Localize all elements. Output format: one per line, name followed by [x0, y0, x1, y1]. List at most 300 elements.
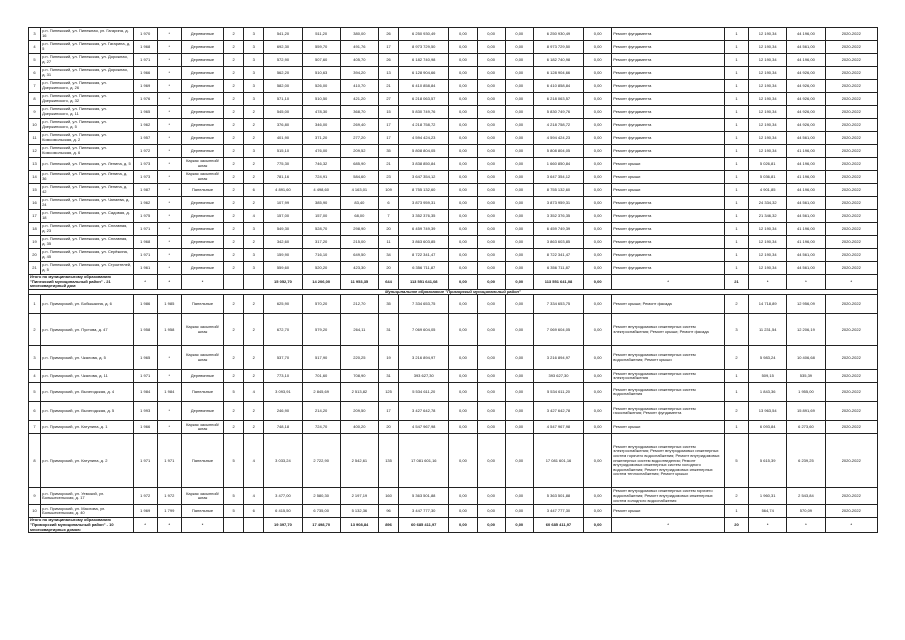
total-area-residential: 17 498,70 [302, 518, 340, 533]
total-cell: * [157, 518, 181, 533]
row-fund-local: 0,00 [505, 223, 533, 236]
row-fund-regional: 0,00 [477, 93, 505, 106]
row-number: 4 [29, 370, 41, 383]
row-number: 7 [29, 421, 41, 434]
row-fund-owners: 3 873 959,31 [533, 197, 583, 210]
row-cost-total: 3 647 354,12 [399, 171, 449, 184]
row-area-residential: 6 735,00 [302, 505, 340, 518]
row-cost-total: 6 410 858,84 [399, 80, 449, 93]
row-work-type: Ремонт фундамента [612, 197, 725, 210]
register-table-sheet [28, 27, 878, 533]
row-category: 1 [724, 249, 748, 262]
row-year-overhaul: * [157, 171, 181, 184]
row-category: 1 [724, 505, 748, 518]
row-year-built: 1 972 [133, 488, 157, 505]
row-wall-material: Деревянные [181, 370, 223, 383]
row-wall-material: Деревянные [181, 262, 223, 275]
row-area-residential: 157,00 [302, 210, 340, 223]
row-area-living: 405,70 [340, 54, 378, 67]
total-cell: * [181, 275, 223, 290]
row-fund-local: 0,00 [505, 370, 533, 383]
row-year-built: 1 965 [133, 346, 157, 370]
row-area-total: 625,90 [264, 295, 302, 314]
row-period: 2020-2022 [825, 54, 877, 67]
row-wall-material: Панельные [181, 295, 223, 314]
row-residents: 96 [378, 505, 398, 518]
total-fund-owners: 113 551 641,08 [533, 275, 583, 290]
row-cost-max: 44 926,00 [787, 106, 825, 119]
row-work-type: Ремонт фундамента [612, 119, 725, 132]
row-residents: 19 [378, 346, 398, 370]
total-fund-owners: 60 685 411,97 [533, 518, 583, 533]
row-fund-regional: 0,00 [477, 67, 505, 80]
row-entrances: 2 [244, 171, 264, 184]
row-fund-federal: 0,00 [449, 41, 477, 54]
row-fund-local: 0,00 [505, 145, 533, 158]
row-fund-other: 0,00 [584, 41, 612, 54]
district-one-rows [29, 28, 878, 275]
row-year-built: 1 976 [133, 93, 157, 106]
row-year-overhaul: * [157, 28, 181, 41]
row-area-total: 571,10 [264, 93, 302, 106]
row-year-overhaul: * [157, 370, 181, 383]
row-area-residential: 559,70 [302, 41, 340, 54]
row-area-living: 400,20 [340, 421, 378, 434]
row-floors: 2 [224, 249, 244, 262]
row-cost-total: 6 250 930,49 [399, 28, 449, 41]
row-address: р.п. Пинежский, ул. Пинежская, ул. Дзержинского, д. 32 [41, 93, 134, 106]
row-wall-material: Деревянные [181, 210, 223, 223]
district-two-rows [29, 295, 878, 518]
row-wall-material: Каркас засыпной/шлак [181, 346, 223, 370]
row-cost-unit: 12 190,34 [749, 80, 787, 93]
row-fund-federal: 0,00 [449, 67, 477, 80]
row-floors: 2 [224, 295, 244, 314]
row-area-residential: 579,20 [302, 314, 340, 346]
row-residents: 35 [378, 145, 398, 158]
row-cost-unit: 12 190,34 [749, 67, 787, 80]
row-fund-federal: 0,00 [449, 54, 477, 67]
row-address: р.п. Приморский, ул. Пустова, д. 47 [41, 314, 134, 346]
total-area-living: 13 908,84 [340, 518, 378, 533]
row-number: 8 [29, 93, 41, 106]
row-cost-unit: 13 963,54 [749, 402, 787, 421]
row-number: 10 [29, 505, 41, 518]
row-year-overhaul: * [157, 262, 181, 275]
row-fund-regional: 0,00 [477, 28, 505, 41]
row-area-total: 692,30 [264, 41, 302, 54]
row-area-living: 209,50 [340, 402, 378, 421]
row-fund-regional: 0,00 [477, 184, 505, 197]
row-number: 4 [29, 41, 41, 54]
row-floors: 2 [224, 67, 244, 80]
row-fund-regional: 0,00 [477, 197, 505, 210]
row-area-residential: 716,10 [302, 249, 340, 262]
row-floors: 2 [224, 158, 244, 171]
table-row [29, 262, 878, 275]
row-entrances: 3 [244, 54, 264, 67]
row-fund-other: 0,00 [584, 145, 612, 158]
row-fund-local: 0,00 [505, 210, 533, 223]
row-area-living: 264,11 [340, 314, 378, 346]
total-cell [224, 518, 244, 533]
row-cost-unit: 12 190,34 [749, 93, 787, 106]
row-fund-federal: 0,00 [449, 402, 477, 421]
row-address: р.п. Пинежский, ул. Пинежская, ул. Комсомольская, д. 2 [41, 132, 134, 145]
row-area-total: 157,00 [264, 210, 302, 223]
row-cost-max: 2 543,84 [787, 488, 825, 505]
row-address: р.п. Пинежский, ул. Пинежская, ул. Дзержинского, д. 26 [41, 80, 134, 93]
row-year-built: 1 968 [133, 236, 157, 249]
row-year-overhaul: * [157, 80, 181, 93]
row-area-living: 685,90 [340, 158, 378, 171]
row-category: 1 [724, 210, 748, 223]
row-fund-federal: 0,00 [449, 119, 477, 132]
total-cell [244, 275, 264, 290]
row-entrances: 2 [244, 402, 264, 421]
row-wall-material: Деревянные [181, 41, 223, 54]
row-work-type: Ремонт фундамента [612, 262, 725, 275]
row-cost-total: 6 218 063,57 [399, 93, 449, 106]
row-number: 5 [29, 383, 41, 402]
row-category: 3 [724, 314, 748, 346]
table-row [29, 402, 878, 421]
row-cost-max: 44 926,00 [787, 80, 825, 93]
row-period: 2020-2022 [825, 223, 877, 236]
row-address: р.п. Пинежский, ул. Пинежская, ул. Комсомольская, д. 6 [41, 145, 134, 158]
row-fund-local: 0,00 [505, 184, 533, 197]
row-fund-local: 0,00 [505, 505, 533, 518]
row-wall-material: Деревянные [181, 223, 223, 236]
row-period: 2020-2022 [825, 106, 877, 119]
row-cost-total: 3 447 777,30 [399, 505, 449, 518]
row-work-type: Ремонт фундамента [612, 210, 725, 223]
total-fund-local: 0,00 [505, 518, 533, 533]
total-period: * [825, 275, 877, 290]
row-fund-regional: 0,00 [477, 402, 505, 421]
row-area-residential: 746,32 [302, 158, 340, 171]
row-work-type: Ремонт внутридомовых инженерных систем электроснабжения; Ремонт крыши; Ремонт фасада [612, 314, 725, 346]
row-entrances: 4 [244, 434, 264, 488]
row-fund-owners: 7 334 653,75 [533, 295, 583, 314]
row-area-living: 220,25 [340, 346, 378, 370]
row-cost-total: 5 363 501,88 [399, 488, 449, 505]
table-row [29, 171, 878, 184]
row-fund-other: 0,00 [584, 262, 612, 275]
row-work-type: Ремонт фундамента [612, 249, 725, 262]
row-area-residential: 317,20 [302, 236, 340, 249]
row-cost-total: 393 627,30 [399, 370, 449, 383]
row-cost-total: 7 069 604,05 [399, 314, 449, 346]
row-fund-other: 0,00 [584, 314, 612, 346]
total-fund-regional: 0,00 [477, 275, 505, 290]
row-fund-federal: 0,00 [449, 171, 477, 184]
row-period: 2020-2022 [825, 41, 877, 54]
row-fund-local: 0,00 [505, 54, 533, 67]
row-fund-other: 0,00 [584, 106, 612, 119]
row-area-residential: 510,50 [302, 93, 340, 106]
row-category: 1 [724, 262, 748, 275]
row-number: 13 [29, 158, 41, 171]
row-fund-regional: 0,00 [477, 370, 505, 383]
row-fund-local: 0,00 [505, 314, 533, 346]
row-cost-total: 8 722 341,47 [399, 249, 449, 262]
row-fund-owners: 3 447 777,30 [533, 505, 583, 518]
row-work-type: Ремонт фундамента [612, 80, 725, 93]
row-floors: 2 [224, 184, 244, 197]
row-fund-regional: 0,00 [477, 505, 505, 518]
row-entrances: 3 [244, 262, 264, 275]
row-wall-material: Каркас засыпной/шлак [181, 171, 223, 184]
row-area-residential: 385,90 [302, 197, 340, 210]
row-residents: 35 [378, 295, 398, 314]
table-row [29, 434, 878, 488]
row-fund-federal: 0,00 [449, 488, 477, 505]
row-cost-max: 44 196,00 [787, 184, 825, 197]
row-cost-total: 6 182 740,98 [399, 54, 449, 67]
row-category: 2 [724, 402, 748, 421]
row-work-type: Ремонт фундамента [612, 28, 725, 41]
row-residents: 21 [378, 158, 398, 171]
row-wall-material: Панельные [181, 434, 223, 488]
row-period: 2020-2022 [825, 488, 877, 505]
row-fund-owners: 6 218 063,57 [533, 93, 583, 106]
row-cost-unit: 6 093,84 [749, 421, 787, 434]
row-cost-max: 44 926,00 [787, 93, 825, 106]
row-fund-regional: 0,00 [477, 295, 505, 314]
row-year-built: 1 969 [133, 80, 157, 93]
row-fund-owners: 3 352 376,35 [533, 210, 583, 223]
row-cost-max: 10 406,68 [787, 346, 825, 370]
district-two-total [29, 518, 878, 533]
row-number: 10 [29, 119, 41, 132]
row-wall-material: Деревянные [181, 145, 223, 158]
row-fund-other: 0,00 [584, 171, 612, 184]
row-cost-unit: 564,74 [749, 505, 787, 518]
row-fund-federal: 0,00 [449, 421, 477, 434]
row-floors: 2 [224, 370, 244, 383]
row-residents: 109 [378, 184, 398, 197]
row-cost-unit: 12 190,34 [749, 132, 787, 145]
row-cost-total: 17 081 601,16 [399, 434, 449, 488]
row-category: 1 [724, 106, 748, 119]
row-entrances: 3 [244, 145, 264, 158]
row-period: 2020-2022 [825, 145, 877, 158]
total-cost-unit: * [749, 518, 787, 533]
row-fund-local: 0,00 [505, 421, 533, 434]
row-area-residential: 2 580,30 [302, 488, 340, 505]
row-fund-regional: 0,00 [477, 80, 505, 93]
row-number: 3 [29, 346, 41, 370]
row-year-overhaul: * [157, 210, 181, 223]
row-year-built: 1 984 [133, 383, 157, 402]
row-category: 1 [724, 28, 748, 41]
row-number: 15 [29, 184, 41, 197]
row-area-living: 215,00 [340, 236, 378, 249]
row-cost-unit: 24 334,32 [749, 197, 787, 210]
row-fund-owners: 5 830 749,76 [533, 106, 583, 119]
row-cost-total: 3 427 642,78 [399, 402, 449, 421]
row-fund-owners: 5 534 611,20 [533, 383, 583, 402]
row-category: 2 [724, 488, 748, 505]
row-area-total: 775,30 [264, 158, 302, 171]
row-year-overhaul: * [157, 346, 181, 370]
row-cost-max: 44 196,00 [787, 54, 825, 67]
row-entrances: 2 [244, 197, 264, 210]
row-fund-owners: 8 755 132,60 [533, 184, 583, 197]
row-cost-unit: 1 960,31 [749, 488, 787, 505]
row-address: р.п. Пинежский, ул. Пинежская, ул. Ленина, д. 42 [41, 184, 134, 197]
row-area-total: 6 415,50 [264, 505, 302, 518]
row-entrances: 2 [244, 370, 264, 383]
row-floors: 2 [224, 223, 244, 236]
row-cost-total: 5 534 611,20 [399, 383, 449, 402]
row-fund-other: 0,00 [584, 236, 612, 249]
total-work: * [612, 518, 725, 533]
row-fund-owners: 6 182 740,98 [533, 54, 583, 67]
row-entrances: 2 [244, 236, 264, 249]
row-residents: 26 [378, 54, 398, 67]
row-category: 1 [724, 171, 748, 184]
row-area-living: 298,90 [340, 223, 378, 236]
row-fund-owners: 393 627,30 [533, 370, 583, 383]
row-address: р.п. Пинежский, ул. Пинежская, ул. Ленина, д. 5 [41, 158, 134, 171]
row-cost-unit: 12 190,34 [749, 262, 787, 275]
row-year-overhaul: * [157, 106, 181, 119]
row-year-overhaul: * [157, 184, 181, 197]
row-fund-regional: 0,00 [477, 158, 505, 171]
table-row [29, 106, 878, 119]
row-period: 2020-2022 [825, 67, 877, 80]
row-cost-max: 570,09 [787, 505, 825, 518]
row-residents: 135 [378, 434, 398, 488]
row-cost-max: 15 891,69 [787, 402, 825, 421]
row-area-residential: 510,63 [302, 67, 340, 80]
row-category: 1 [724, 158, 748, 171]
row-address: р.п. Пинежский, ул. Пинежская, ул. Садовая, д. 18 [41, 210, 134, 223]
row-area-residential: 371,20 [302, 132, 340, 145]
row-year-built: 1 969 [133, 505, 157, 518]
row-address: р.п. Приморский, ул. Вычегодская, д. 5 [41, 402, 134, 421]
row-area-living: 421,20 [340, 93, 378, 106]
row-work-type: Ремонт фундамента [612, 236, 725, 249]
district-two-total-row [29, 518, 878, 533]
row-address: р.п. Пинежский, ул. Пинежная, ул. Гагарина, д. 16 [41, 28, 134, 41]
row-year-overhaul: * [157, 236, 181, 249]
row-cost-max: 44 561,00 [787, 197, 825, 210]
row-fund-other: 0,00 [584, 197, 612, 210]
row-category: 1 [724, 236, 748, 249]
row-cost-unit: 12 190,34 [749, 54, 787, 67]
row-number: 1 [29, 295, 41, 314]
row-fund-other: 0,00 [584, 383, 612, 402]
row-entrances: 4 [244, 488, 264, 505]
district-one-total [29, 275, 878, 295]
row-wall-material: Деревянные [181, 132, 223, 145]
row-area-total: 781,16 [264, 171, 302, 184]
row-fund-owners: 3 427 642,78 [533, 402, 583, 421]
row-year-overhaul: * [157, 119, 181, 132]
total-cell: * [133, 275, 157, 290]
table-row [29, 54, 878, 67]
row-area-living: 380,00 [340, 28, 378, 41]
row-fund-regional: 0,00 [477, 346, 505, 370]
row-year-overhaul: * [157, 197, 181, 210]
row-floors: 2 [224, 119, 244, 132]
row-number: 11 [29, 132, 41, 145]
row-fund-local: 0,00 [505, 28, 533, 41]
row-cost-max: 41 196,00 [787, 171, 825, 184]
row-fund-federal: 0,00 [449, 132, 477, 145]
total-cost: 60 685 411,97 [399, 518, 449, 533]
row-area-living: 212,70 [340, 295, 378, 314]
row-area-total: 559,60 [264, 262, 302, 275]
row-fund-other: 0,00 [584, 346, 612, 370]
row-period: 2020-2022 [825, 28, 877, 41]
row-period: 2020-2022 [825, 402, 877, 421]
row-cost-total: 8 755 132,60 [399, 184, 449, 197]
row-period: 2020-2022 [825, 80, 877, 93]
table-row [29, 421, 878, 434]
row-floors: 2 [224, 210, 244, 223]
row-area-total: 562,20 [264, 67, 302, 80]
row-category: 1 [724, 132, 748, 145]
row-cost-max: 44 561,00 [787, 132, 825, 145]
row-floors: 5 [224, 488, 244, 505]
row-year-overhaul: * [157, 54, 181, 67]
row-wall-material: Деревянные [181, 402, 223, 421]
row-work-type: Ремонт крыши [612, 158, 725, 171]
row-cost-max: 44 196,00 [787, 158, 825, 171]
row-work-type: Ремонт крыши [612, 505, 725, 518]
row-number: 6 [29, 402, 41, 421]
row-wall-material: Каркас засыпной/шлак [181, 158, 223, 171]
row-area-total: 537,70 [264, 346, 302, 370]
row-fund-owners: 6 128 904,66 [533, 67, 583, 80]
row-cost-max: 12 206,19 [787, 314, 825, 346]
row-wall-material: Деревянные [181, 28, 223, 41]
row-year-overhaul: * [157, 421, 181, 434]
row-area-living: 2 542,61 [340, 434, 378, 488]
row-number: 8 [29, 434, 41, 488]
row-fund-local: 0,00 [505, 262, 533, 275]
row-fund-federal: 0,00 [449, 370, 477, 383]
row-category: 2 [724, 346, 748, 370]
row-area-residential: 724,91 [302, 171, 340, 184]
row-area-living: 2 513,82 [340, 383, 378, 402]
row-period: 2020-2022 [825, 421, 877, 434]
row-work-type: Ремонт внутридомовых инженерных систем водоснабжения; Ремонт крыши [612, 346, 725, 370]
row-floors: 2 [224, 106, 244, 119]
row-address: р.п. Пинежский, ул. Пинежская, ул. Дзержинского, д. 5 [41, 119, 134, 132]
row-address: р.п. Приморский, ул. Чкалова, д. 11 [41, 370, 134, 383]
row-fund-regional: 0,00 [477, 488, 505, 505]
row-year-built: 1 958 [133, 314, 157, 346]
row-year-built: 1 971 [133, 223, 157, 236]
row-wall-material: Каркас засыпной/шлак [181, 421, 223, 434]
row-floors: 2 [224, 93, 244, 106]
row-area-living: 83,40 [340, 197, 378, 210]
row-wall-material: Каркас засыпной/шлак [181, 488, 223, 505]
row-cost-total: 3 216 894,97 [399, 346, 449, 370]
row-year-built: 1 965 [133, 106, 157, 119]
total-fund-local: 0,00 [505, 275, 533, 290]
row-area-total: 545,00 [264, 106, 302, 119]
row-year-overhaul: * [157, 41, 181, 54]
row-fund-local: 0,00 [505, 236, 533, 249]
row-residents: 15 [378, 106, 398, 119]
row-fund-local: 0,00 [505, 295, 533, 314]
